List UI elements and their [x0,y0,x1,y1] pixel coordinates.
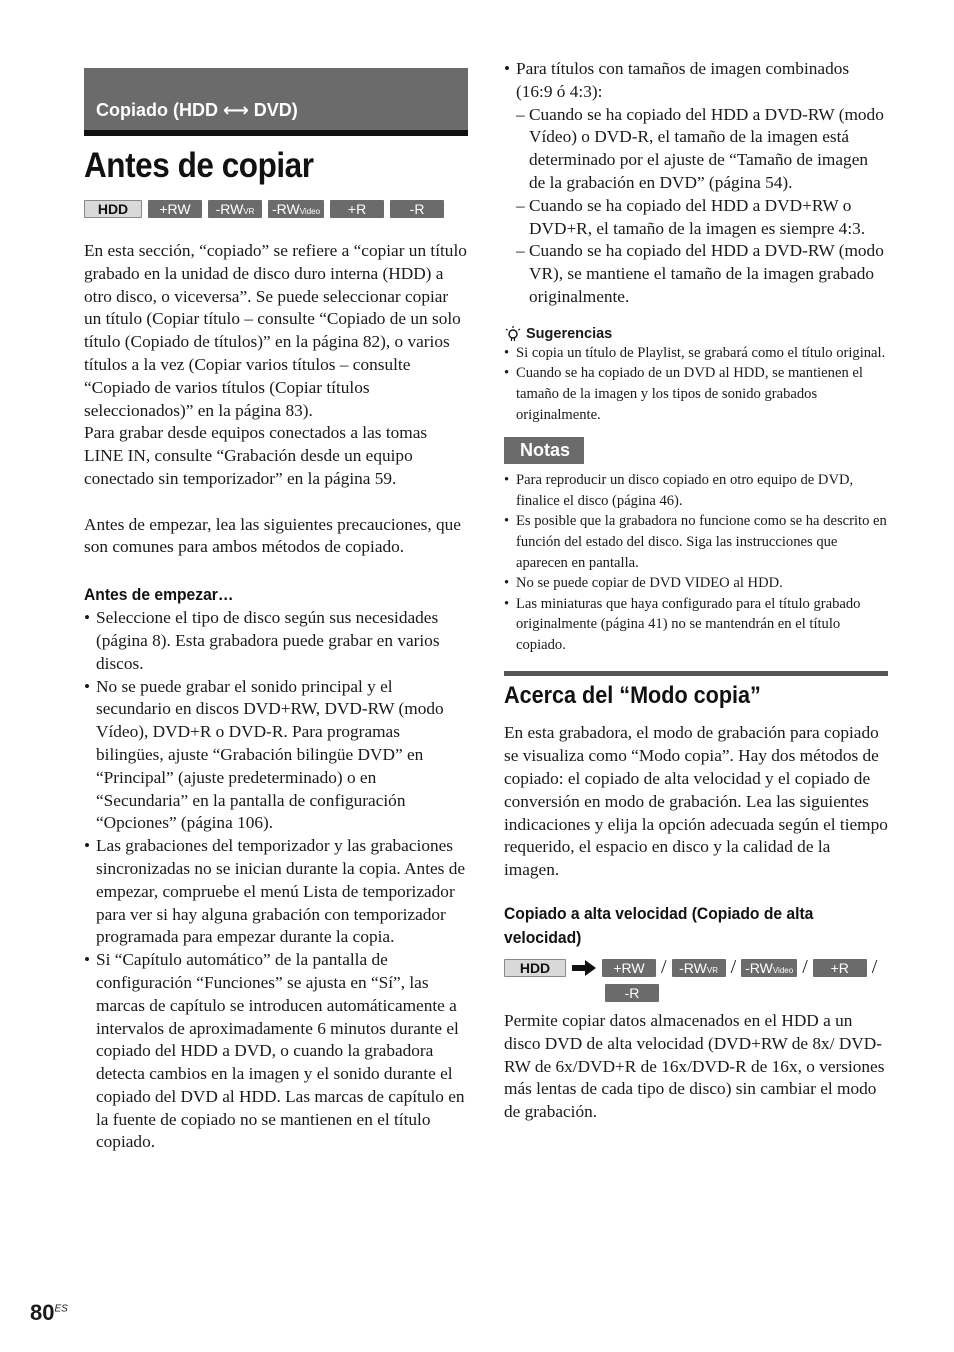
badge-minus-r: -R [390,200,444,218]
separator: / [802,956,808,979]
intro-paragraph-3: Antes de empezar, lea las siguientes precauciones, que son comunes para ambos métodos de copiado. [84,514,461,557]
list-item: • Para reproducir un disco copiado en otro equipo de DVD, finalice el disco (página 46). [504,470,888,511]
page-number-suffix: ES [54,1303,68,1315]
badge-plus-rw: +RW [148,200,202,218]
section-header-bar [84,68,468,136]
list-item: • No se puede grabar el sonido principal y el secundario en discos DVD+RW, DVD-RW (modo Vídeo), DVD+R o DVD-R. Para programas bilingües, ajuste “Grabación bilingüe DVD” en “Principal” (ajuste predeterminado) o en “Secundaria” en la pantalla de configuración “Opciones” (página 106). [84,676,468,836]
list-item: • Es posible que la grabadora no funcione como se ha descrito en función del estado del disco. Siga las instrucciones que aparecen en pantalla. [504,511,888,573]
badge-label: -RW [215,201,244,217]
list-item: – Cuando se ha copiado del HDD a DVD+RW o DVD+R, el tamaño de la imagen es siempre 4:3. [516,195,888,241]
mixed-lead: Para títulos con tamaños de imagen combinados (16:9 ó 4:3): [516,59,850,101]
copy-mode-heading: Acerca del “Modo copia” [504,682,761,710]
lightbulb-icon [504,325,522,343]
tips-heading: Sugerencias [526,325,613,342]
section-title: Copiado (HDD ⟷ DVD) [96,100,298,120]
separator: / [871,956,878,979]
badge-sub: VR [243,207,255,216]
disc-type-badges [84,200,468,218]
badge-label: -RW [272,201,300,217]
mixed-size-list [504,58,888,104]
badge-minus-rw-vr [672,959,726,977]
badge-minus-rw-vr [208,200,262,218]
badge-minus-rw-video [741,959,797,977]
list-item: – Cuando se ha copiado del HDD a DVD-RW (modo VR), se mantiene el tamaño de la imagen grabado originalmente. [516,240,888,308]
list-item: – Cuando se ha copiado del HDD a DVD-RW (modo Vídeo) o DVD-R, el tamaño de la imagen está determinado por el ajuste de “Tamaño de imagen de la grabación en DVD” (página 54). [516,104,888,195]
list-item: • Si copia un título de Playlist, se grabará como el título original. [504,343,888,364]
list-item [504,58,888,104]
badge-label: -RW [679,959,707,976]
badge-sub: Video [299,207,321,216]
badge-plus-r: +R [330,200,384,218]
before-list [84,607,468,1154]
badge-minus-r: -R [605,984,659,1002]
high-speed-body: Permite copiar datos almacenados en el HDD a un disco DVD de alta velocidad (DVD+RW de 8x/ DVD-RW de 6x/DVD+R de 16x/DVD-R de 16x, o versiones más lentas de cada tipo de disco) sin cambiar el modo de grabación. [504,1011,885,1122]
high-speed-heading: Copiado a alta velocidad (Copiado de alta velocidad) [504,904,814,948]
mixed-sub-list [516,104,888,309]
separator: / [730,956,737,979]
intro-paragraph-2: Para grabar desde equipos conectados a las tomas LINE IN, consulte “Grabación desde un equipo conectado sin temporizador” en la página 59. [84,423,428,488]
separator: / [661,956,667,979]
list-item: • Las miniaturas que haya configurado para el título grabado originalmente (página 41) no se mantendrán en el título copiado. [504,594,888,656]
badge-minus-rw-video [268,200,324,218]
list-item: • Cuando se ha copiado de un DVD al HDD, se mantienen el tamaño de la imagen y los tipos de sonido grabados originalmente. [504,363,888,425]
badge-plus-r: +R [813,959,867,977]
list-item: • Seleccione el tipo de disco según sus necesidades (página 8). Esta grabadora puede grabar en varios discos. [84,607,468,675]
notes-list [504,470,888,655]
copy-mode-body: En esta grabadora, el modo de grabación para copiado se visualiza como “Modo copia”. Hay dos métodos de copiado: el copiado de alta velocidad y el copiado de conversión en modo de grabación. Lea las siguientes indicaciones y elija la opción adecuada según el tiempo requerido, el espacio en disco y la calidad de la imagen. [504,723,888,880]
page-title: Antes de copiar [84,146,314,185]
list-item: • No se puede copiar de DVD VIDEO al HDD. [504,573,888,594]
badge-plus-rw: +RW [602,959,656,977]
list-item: • Si “Capítulo automático” de la pantalla de configuración “Funciones” se ajusta en “Sí”, las marcas de capítulo se introducen automáticamente a intervalos de aproximadamente 6 minutos durante el copiado del HDD a DVD, o cuando la grabadora detecta cambios en la imagen y el sonido durante el copiado del DVD al HDD. Las marcas de capítulo en la fuente de copiado no se mantienen en el título copiado. [84,949,468,1154]
badge-sub: Video [772,965,794,975]
left-column [84,68,468,1154]
badge-sub: VR [706,965,718,975]
page-number [30,1300,68,1326]
list-item: • Las grabaciones del temporizador y las grabaciones sincronizadas no se inician durante la copia. Antes de empezar, compruebe el menú Lista de temporizador para ver si hay alguna grabación con temporizador programada para empezar durante la copia. [84,835,468,949]
badge-hdd: HDD [84,200,142,218]
right-column [504,58,888,1124]
tips-list [504,343,888,425]
arrow-right-icon [571,959,597,977]
high-speed-disc-row [504,956,884,1002]
before-heading: Antes de empezar… [84,585,234,605]
badge-hdd: HDD [504,959,566,977]
tips-header [504,325,888,343]
page-number-value: 80 [30,1300,55,1325]
badge-label: -RW [745,959,773,976]
section-divider [504,671,888,676]
intro-paragraph-1: En esta sección, “copiado” se refiere a “copiar un título grabado en la unidad de disco duro interna (HDD) a otro disco, o viceversa”. Se puede seleccionar copiar un título (Copiar título – consulte “Copiado de un solo título (Copiado de títulos)” en la página 82), o varios títulos a la vez (Copiar varios títulos – consulte “Copiado de varios títulos (Copiar títulos seleccionados)” en la página 83). [84,241,467,420]
notes-heading: Notas [504,437,584,464]
